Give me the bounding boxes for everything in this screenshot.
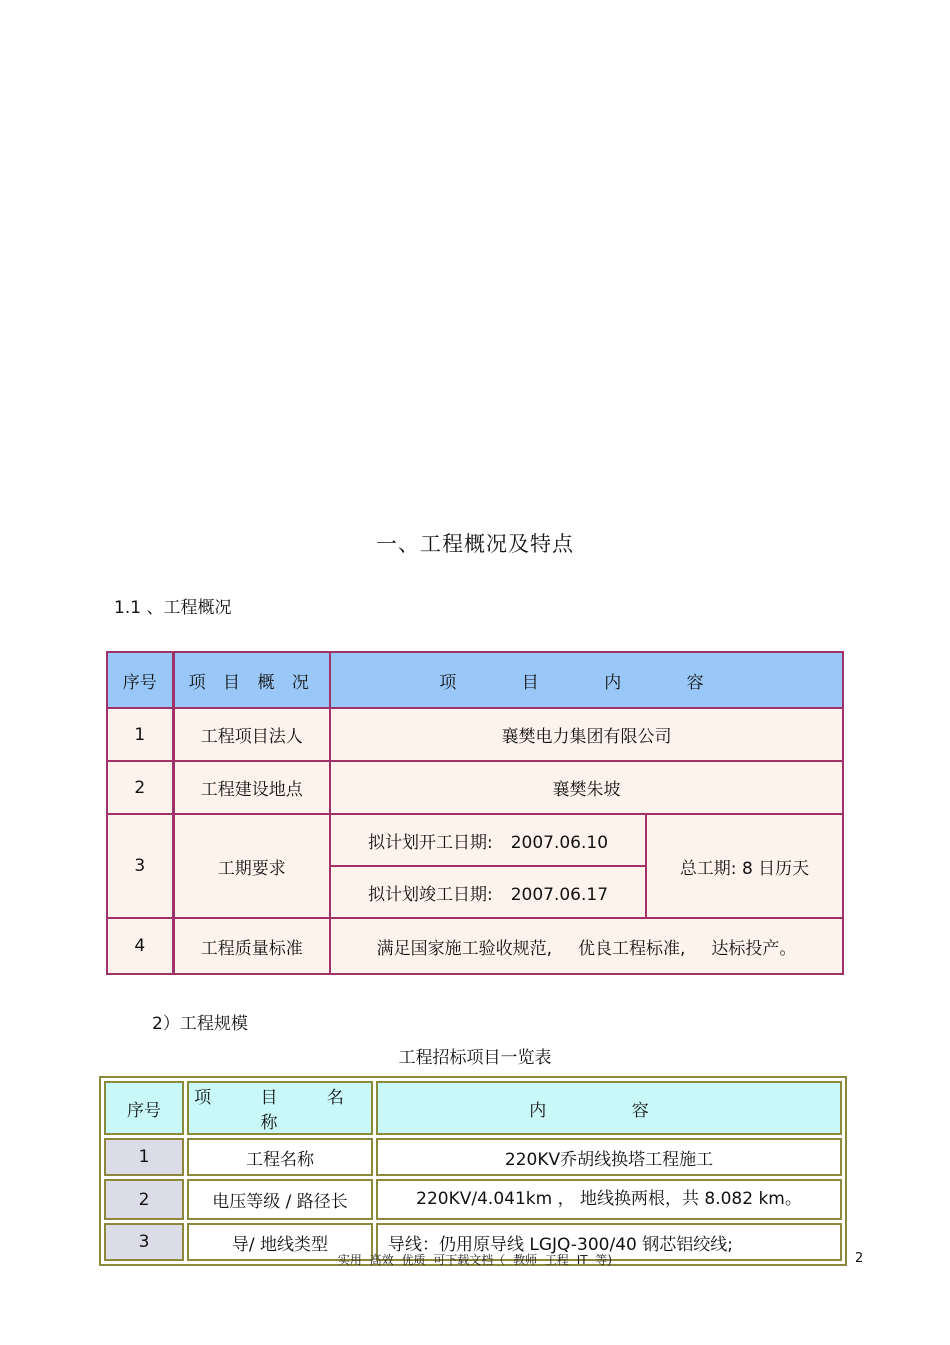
row-seq: 3 [107,814,173,918]
table-row [107,814,843,866]
header-item: 项 目 概 况 [173,652,330,708]
page-footer: 实用 高效 优质 可下载文档（ 教师 工程 IT 等) [337,1253,613,1267]
row-item: 工期要求 [173,814,330,918]
row-content: 220KV乔胡线换塔工程施工 [376,1138,842,1176]
end-date-value: 2007.06.17 [510,884,609,905]
end-date-label: 拟计划竣工日期: [367,884,493,905]
header-seq: 序号 [104,1081,184,1135]
bidding-items-table [99,1076,847,1266]
table-caption: 工程招标项目一览表 [398,1048,552,1068]
row-content: 襄樊电力集团有限公司 [330,708,843,761]
table-row [107,708,843,761]
row-item: 工程质量标准 [173,918,330,974]
row-name: 工程名称 [187,1138,373,1176]
table-row [104,1179,842,1220]
project-overview-table [106,651,844,975]
row-seq: 2 [107,761,173,814]
row-seq: 1 [104,1138,184,1176]
row-content: 导线：仍用原导线 LGJQ-300/40 钢芯铝绞线; [376,1223,842,1261]
quality-part-1: 满足国家施工验收规范, [376,938,552,959]
end-date-cell [330,866,646,918]
subsection-title-overview: 1.1 、工程概况 [114,598,232,618]
page-number: 2 [855,1251,864,1266]
table-row [107,761,843,814]
section-title: 一、工程概况及特点 [376,532,574,556]
header-content: 项 目 内 容 [330,652,843,708]
row-name: 电压等级 / 路径长 [187,1179,373,1220]
row-content: 220KV/4.041km ， 地线换两根，共 8.082 km。 [376,1179,842,1220]
row-name: 导/ 地线类型 [187,1223,373,1261]
quality-standard-cell [330,918,843,974]
quality-part-3: 达标投产。 [711,938,797,959]
table-row [107,918,843,974]
row-item: 工程项目法人 [173,708,330,761]
total-duration: 总工期: 8 日历天 [646,814,843,918]
subsection-title-scale: 2）工程规模 [152,1014,248,1034]
row-item: 工程建设地点 [173,761,330,814]
start-date-cell [330,814,646,866]
row-seq: 1 [107,708,173,761]
start-date-value: 2007.06.10 [510,832,609,853]
header-seq: 序号 [107,652,173,708]
quality-part-2: 优良工程标准, [578,938,686,959]
row-seq: 4 [107,918,173,974]
header-name: 项 目 名 称 [187,1081,373,1135]
header-content: 内 容 [376,1081,842,1135]
row-content: 襄樊朱坡 [330,761,843,814]
table-header-row [104,1081,842,1135]
row-seq: 2 [104,1179,184,1220]
row-seq: 3 [104,1223,184,1261]
table-header-row [107,652,843,708]
table-row [104,1138,842,1176]
start-date-label: 拟计划开工日期: [367,832,493,853]
